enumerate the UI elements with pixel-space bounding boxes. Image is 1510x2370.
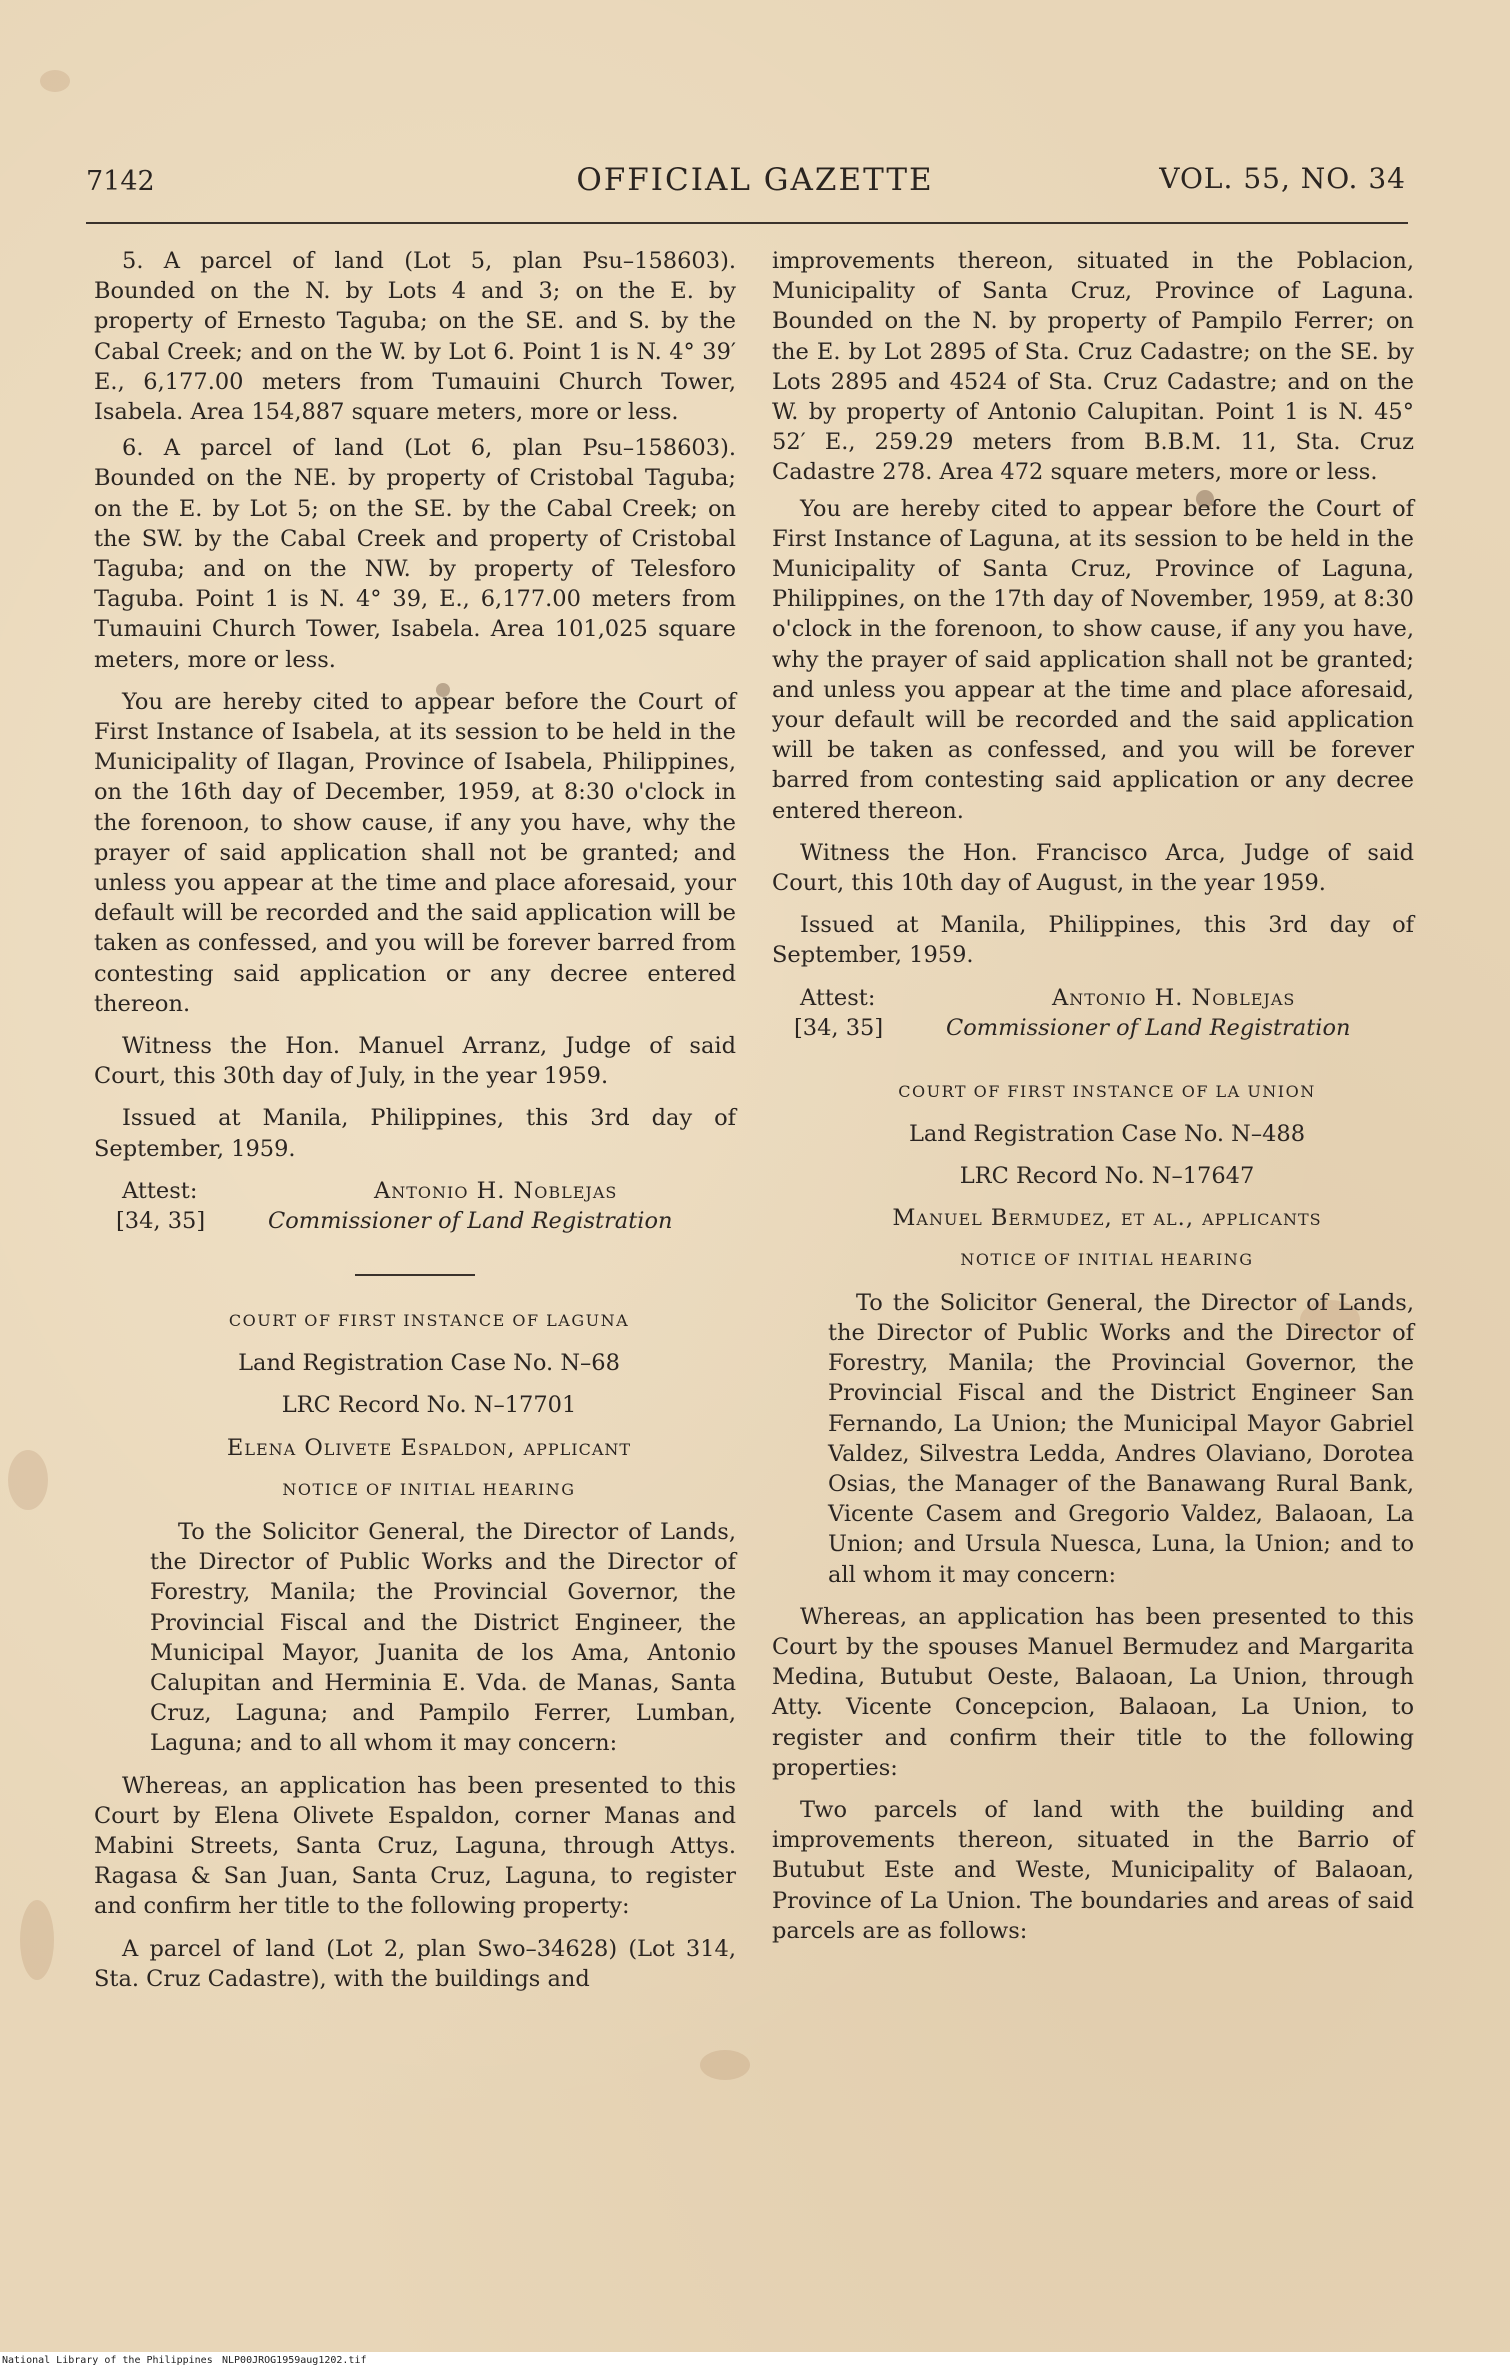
stain [700,2050,750,2080]
notice-heading: NOTICE OF INITIAL HEARING [282,1479,576,1499]
publication-title: OFFICIAL GAZETTE [576,162,934,198]
paragraph: You are hereby cited to appear before the Court of First Instance of Isabela, at its session to be held in the Municipality of Ilagan, Province of Isabela, Philippines, on the 16th day of December, 1959, at 8:30 o'clock in the forenoon, to show cause, if any you have, why the prayer of said application shall not be granted; and unless you appear at the time and place aforesaid, your default will be recorded and the said application will be taken as confessed, and you will be forever barred from contesting said application or any decree entered thereon. [94,688,736,1017]
attest-label: Attest: [800,984,876,1011]
applicant-line: Elena Olivete Espaldon, applicant [226,1434,632,1461]
case-number: Land Registration Case No. N–488 [908,1120,1306,1147]
commissioner-name: Antonio H. Noblejas [374,1177,618,1204]
paragraph: You are hereby cited to appear before the Court of First Instance of Laguna, at its session to be held in the Municipality of Santa Cruz, Province of Laguna, Philippines, on the 17th day of November, 1959, at 8:30 o'clock in the forenoon, to show cause, if any you have, why the prayer of said application shall not be granted; and unless you appear at the time and place aforesaid, your default will be recorded and the said application will be taken as confessed, and you will be forever barred from contesting said application or any decree entered thereon. [772,495,1414,824]
paragraph: 5. A parcel of land (Lot 5, plan Psu–158603). Bounded on the N. by Lots 4 and 3; on the E. by property of Ernesto Taguba; on the SE. and S. by the Cabal Creek; and on the W. by Lot 6. Point 1 is N. 4° 39′ E., 6,177.00 meters from Tumauini Church Tower, Isabela. Area 154,887 square meters, more or less. [94,248,736,426]
address-paragraph: To the Solicitor General, the Director of Lands, the Director of Public Works and the Director of Forestry, Manila; the Provincial Governor, the Provincial Fiscal and the District Engineer, the Municipal Mayor, Juanita de los Ama, Antonio Calupitan and Herminia E. Vda. de Manas, Santa Cruz, Laguna; and Pampilo Ferrer, Lumban, Laguna; and to all whom it may concern: [150,1518,736,1757]
paragraph: A parcel of land (Lot 2, plan Swo–34628) (Lot 314, Sta. Cruz Cadastre), with the buildings and [94,1935,736,1992]
file-name: NLP00JROG1959aug1202.tif [222,2355,367,2366]
attestation [772,983,1414,1043]
header-rule [86,222,1408,224]
applicant-line: Manuel Bermudez, et al., applicants [892,1205,1322,1232]
stain [40,70,70,92]
paragraph: Witness the Hon. Francisco Arca, Judge of said Court, this 10th day of August, in the year 1959. [772,839,1414,897]
paragraph: Witness the Hon. Manuel Arranz, Judge of said Court, this 30th day of July, in the year 1959. [94,1033,736,1090]
commissioner-title: Commissioner of Land Registration [268,1207,673,1234]
library-credit: National Library of the Philippines [2,2355,213,2366]
notice-heading: NOTICE OF INITIAL HEARING [960,1250,1254,1270]
commissioner-name: Antonio H. Noblejas [1052,984,1296,1011]
stain [8,1450,48,1510]
left-column [94,246,736,2006]
right-column [772,246,1414,1958]
paragraph: Whereas, an application has been presented to this Court by the spouses Manuel Bermudez and Margarita Medina, Butubut Oeste, Balaoan, La Union, through Atty. Vicente Concepcion, Balaoan, La Union, to register and confirm their title to the following properties: [772,1603,1414,1781]
commissioner-title: Commissioner of Land Registration [946,1014,1351,1041]
page-header [0,162,1510,206]
paragraph: Whereas, an application has been presented to this Court by Elena Olivete Espaldon, corner Manas and Mabini Streets, Santa Cruz, Laguna, through Attys. Ragasa & San Juan, Santa Cruz, Laguna, to register and confirm her title to the following property: [94,1772,736,1920]
paragraph: improvements thereon, situated in the Poblacion, Municipality of Santa Cruz, Province of Laguna. Bounded on the N. by property of Pampilo Ferrer; on the E. by Lot 2895 of Sta. Cruz Cadastre; on the SE. by Lots 2895 and 4524 of Sta. Cruz Cadastre; and on the W. by property of Antonio Calupitan. Point 1 is N. 45° 52′ E., 259.29 meters from B.B.M. 11, Sta. Cruz Cadastre 278. Area 472 square meters, more or less. [772,248,1414,486]
volume-number: VOL. 55, NO. 34 [1159,162,1406,195]
spacer [772,1043,1414,1077]
section-divider [355,1274,475,1276]
attestation [94,1176,736,1236]
case-number: Land Registration Case No. N–68 [238,1350,620,1377]
paragraph: 6. A parcel of land (Lot 6, plan Psu–158603). Bounded on the NE. by property of Cristobal Taguba; on the E. by Lot 5; on the SE. by the Cabal Creek; on the SW. by the Cabal Creek and property of Cristobal Taguba; and on the NW. by property of Telesforo Taguba. Point 1 is N. 4° 39, E., 6,177.00 meters from Tumauini Church Tower, Isabela. Area 101,025 square meters, more or less. [94,435,736,673]
address-paragraph: To the Solicitor General, the Director of Lands, the Director of Public Works and the Director of Forestry, Manila; the Provincial Governor, the Provincial Fiscal and the District Engineer San Fernando, La Union; the Municipal Mayor Gabriel Valdez, Silvestra Ledda, Andres Olaviano, Dorotea Osias, the Manager of the Banawang Rural Bank, Vicente Casem and Gregorio Valdez, Balaoan, La Union; and Ursula Nuesca, Luna, la Union; and to all whom it may concern: [828,1289,1414,1588]
scan-footer [0,2352,1510,2370]
paragraph: Issued at Manila, Philippines, this 3rd day of September, 1959. [94,1105,736,1162]
attest-label: Attest: [122,1177,198,1204]
attest-reference: [34, 35] [116,1207,206,1234]
paragraph: Two parcels of land with the building and improvements thereon, situated in the Barrio of Butubut Este and Weste, Municipality of Balaoan, Province of La Union. The boundaries and areas of said parcels are as follows: [772,1796,1414,1944]
paragraph: Issued at Manila, Philippines, this 3rd day of September, 1959. [772,912,1414,969]
court-heading: COURT OF FIRST INSTANCE OF LAGUNA [228,1310,630,1330]
court-heading: COURT OF FIRST INSTANCE OF LA UNION [898,1081,1316,1101]
record-number: LRC Record No. N–17701 [281,1392,577,1419]
page-number: 7142 [86,166,155,197]
attest-reference: [34, 35] [794,1014,884,1041]
stain [20,1900,54,1980]
record-number: LRC Record No. N–17647 [959,1163,1255,1190]
